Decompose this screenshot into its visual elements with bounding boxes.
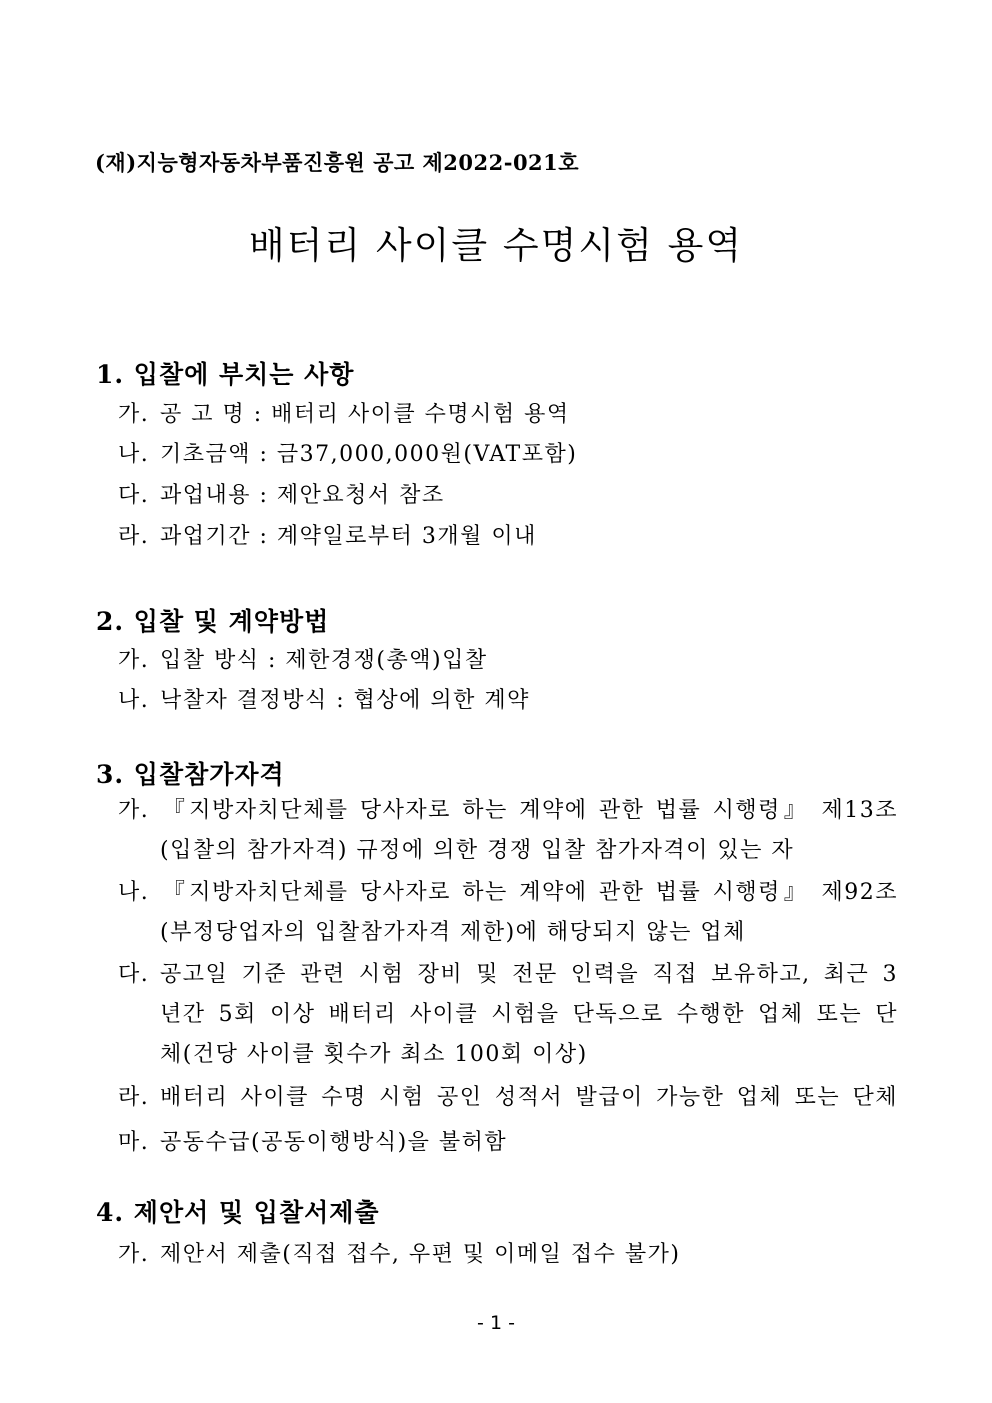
list-item xyxy=(118,683,898,714)
item-line xyxy=(118,791,898,831)
notice-number: (재)지능형자동차부품진흥원 공고 제2022-021호 xyxy=(95,150,580,175)
item-line: (부정당업자의 입찰참가자격 제한)에 해당되지 않는 업체 xyxy=(160,920,746,945)
item-line xyxy=(118,955,898,995)
item-marker: 다. xyxy=(118,483,150,508)
item-marker: 라. xyxy=(118,1085,150,1110)
item-line: 체(건당 사이클 횟수가 최소 100회 이상) xyxy=(160,1042,588,1067)
item-marker: 가. xyxy=(118,402,150,427)
list-item xyxy=(118,1078,898,1118)
item-line xyxy=(118,1078,898,1118)
section-heading-1: 1. 입찰에 부치는 사항 xyxy=(96,360,355,389)
item-text: 기초금액 : 금37,000,000원(VAT포함) xyxy=(160,442,578,467)
list-item xyxy=(118,791,898,871)
list-item xyxy=(118,519,898,550)
item-text: 제안서 제출(직접 접수, 우편 및 이메일 접수 불가) xyxy=(160,1242,681,1267)
item-marker: 나. xyxy=(118,442,150,467)
list-item xyxy=(118,873,898,953)
section-heading-4: 4. 제안서 및 입찰서제출 xyxy=(96,1198,380,1227)
item-marker: 다. xyxy=(118,962,150,987)
item-text: 『지방자치단체를 당사자로 하는 계약에 관한 법률 시행령』 제13조 xyxy=(160,798,898,823)
list-item xyxy=(118,478,898,509)
page-title: 배터리 사이클 수명시험 용역 xyxy=(248,224,744,267)
item-text: 입찰 방식 : 제한경쟁(총액)입찰 xyxy=(160,648,488,673)
item-marker: 마. xyxy=(118,1130,150,1155)
list-item xyxy=(118,1237,898,1268)
item-marker: 가. xyxy=(118,648,150,673)
list-item xyxy=(118,397,898,428)
item-marker: 가. xyxy=(118,1242,150,1267)
item-marker: 라. xyxy=(118,524,150,549)
item-marker: 가. xyxy=(118,798,150,823)
item-marker: 나. xyxy=(118,880,150,905)
item-line: (입찰의 참가자격) 규정에 의한 경쟁 입찰 참가자격이 있는 자 xyxy=(160,838,795,863)
item-text: 공동수급(공동이행방식)을 불허함 xyxy=(160,1130,508,1155)
item-text: 과업기간 : 계약일로부터 3개월 이내 xyxy=(160,524,537,549)
item-text: 과업내용 : 제안요청서 참조 xyxy=(160,483,445,508)
item-text: 공고일 기준 관련 시험 장비 및 전문 인력을 직접 보유하고, 최근 3 xyxy=(160,962,898,987)
list-item xyxy=(118,1125,898,1156)
item-line: 년간 5회 이상 배터리 사이클 시험을 단독으로 수행한 업체 또는 단 xyxy=(160,1002,898,1027)
item-marker: 나. xyxy=(118,688,150,713)
item-text: 공 고 명 : 배터리 사이클 수명시험 용역 xyxy=(160,402,570,427)
item-text: 낙찰자 결정방식 : 협상에 의한 계약 xyxy=(160,688,530,713)
list-item xyxy=(118,643,898,674)
page-number: - 1 - xyxy=(477,1312,515,1334)
section-heading-2: 2. 입찰 및 계약방법 xyxy=(96,607,330,636)
item-line xyxy=(118,873,898,913)
item-text: 배터리 사이클 수명 시험 공인 성적서 발급이 가능한 업체 또는 단체 xyxy=(160,1085,898,1110)
list-item xyxy=(118,437,898,468)
item-text: 『지방자치단체를 당사자로 하는 계약에 관한 법률 시행령』 제92조 xyxy=(160,880,898,905)
section-heading-3: 3. 입찰참가자격 xyxy=(96,760,285,789)
list-item xyxy=(118,955,898,1075)
